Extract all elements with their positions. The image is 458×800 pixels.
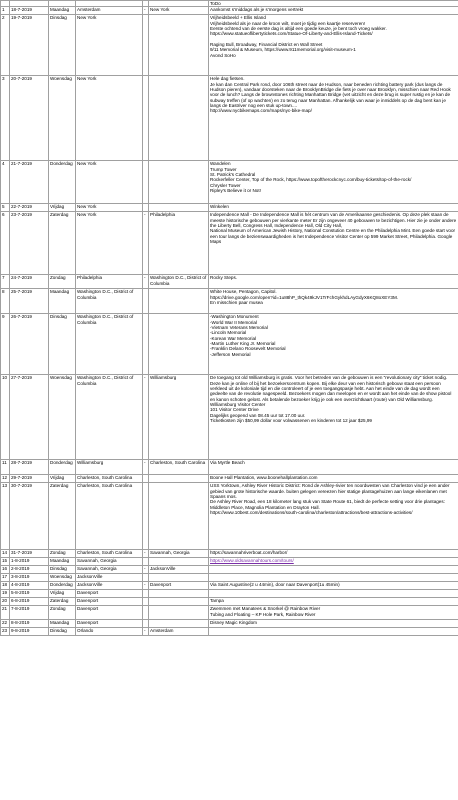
row-number: 1 [1, 7, 10, 15]
row-location: New York [76, 76, 143, 161]
row-todo: Wandelen Trump Tower St. Patrick's Cathedral Rockerfeller Center, Top of the Rock, https://www.topoftherockcnyc.com/buy-tickets/top-of-the-rock/ Chrysler Tower Ripley's Believe it or Not! [209, 161, 458, 204]
row-todo: Rocky Steps. [209, 275, 458, 289]
row-location: New York [76, 15, 143, 76]
row-todo: Winkelen [209, 204, 458, 212]
table-row [1, 558, 458, 566]
row-todo: https://www.oldsavannahtours.com/tours/ [209, 558, 458, 566]
row-number: 15 [1, 558, 10, 566]
table-row [1, 582, 458, 590]
row-date: 3-8-2019 [10, 574, 49, 582]
row-destination [149, 161, 209, 204]
row-location: New York [76, 204, 143, 212]
row-weekday: Dinsdag [49, 15, 76, 76]
row-location: Davenport [76, 590, 143, 598]
row-location: Washington D.C., District of Columbia [76, 289, 143, 314]
row-todo [209, 574, 458, 582]
row-number: 6 [1, 212, 10, 275]
row-number: 13 [1, 483, 10, 550]
row-date: 30-7-2019 [10, 483, 49, 550]
row-date: 26-7-2019 [10, 314, 49, 375]
row-weekday: Woensdag [49, 76, 76, 161]
row-todo [209, 590, 458, 598]
table-row [1, 574, 458, 582]
row-number: 10 [1, 375, 10, 460]
row-location: New York [76, 161, 143, 204]
row-weekday: Vrijdag [49, 204, 76, 212]
table-row [1, 566, 458, 574]
row-todo: Disney Magic Kingdom [209, 620, 458, 628]
todo-header: ToDo [209, 1, 458, 7]
row-location: Savannah, Georgia [76, 566, 143, 574]
row-todo: USS Yorktown, Ashley River Historic District: Rond de Ashley-rivier ten noordwesten van Charleston vind je een ander gebied van grote historische waarde. buiten gelegen vereezen hier statige plantagehuizen aan lange eikenlanen met Spaans mos. De Ashley River Road, een 18 kilometer lang stuk van State Route 61, biedt de perfecte setting voor drie plantages: Middleton Place, Magnolia Plantation en Drayton Hall. https://www.10best.com/destinations/south-carolina/charleston/attractions/best-attractions-activities/ [209, 483, 458, 550]
row-separator: - [143, 628, 149, 636]
table-row [1, 590, 458, 598]
row-todo: Boone Hall Plantation, www.boonehallplantation.com [209, 475, 458, 483]
table-row [1, 314, 458, 375]
row-todo: White House, Pentagon, Capitol. https://drive.google.com/open?id=1u88hP_thQk49kJV1TrFchGykhdLAyGdyX6KQ8oXEY3M. En misschien paar musea [209, 289, 458, 314]
row-todo: De toegang tot old Williamsburg is gratis. Voor het betreden van de gebouwen is een "revolutionary city" ticket nodig. Deze kan je online of bij het bezoekerscentrum kopen. Bij elke deur van een historisch gebouw staat een persoon verkleed uit de koloniale tijd en die controleert of je een toegangspasje hebt. Aan het einde van de dag wordt een gedeelte van de revolutie nagespeeld. Bezoekers mogen dan meelopen en er wordt aan het einde van de show pistool en kanon schoten gelost. Als betalende bezoeker krijg je ook een overzichtkaart (route) van Old Williamsburg. Williamsburg Visitor Center 101 Visitor Center Drive Dagelijks geopend van 08.45 uur tot 17.00 uur. Ticketkosten zijn $50,99 dollar voor volwassenen en kinderen tot 12 jaar $25,99 [209, 375, 458, 460]
row-date: 1-8-2019 [10, 558, 49, 566]
row-weekday: Vrijdag [49, 475, 76, 483]
row-date: 21-7-2019 [10, 161, 49, 204]
row-destination: Amsterdam [149, 628, 209, 636]
row-weekday: Zondag [49, 275, 76, 289]
row-todo: -Washington Monument -World War II Memorial -Vietnam Veterans Memorial -Lincoln Memorial -Korean War Memorial -Martin Luther King Jr. Memorial -Franklin Delano Roosevelt Memorial -Jefferson Memorial [209, 314, 458, 375]
row-destination [149, 289, 209, 314]
table-row [1, 375, 458, 460]
row-todo [209, 566, 458, 574]
row-destination [149, 204, 209, 212]
row-weekday: Donderdag [49, 161, 76, 204]
row-date: 27-7-2019 [10, 375, 49, 460]
row-location: Savannah, Georgia [76, 558, 143, 566]
table-row [1, 76, 458, 161]
row-location: Davenport [76, 598, 143, 606]
table-row [1, 15, 458, 76]
row-destination [149, 483, 209, 550]
row-todo: Zwemmen met Manatees & Snorkel @ Rainbow River Tubing and Floating – KP Hole Park, Rainbow River [209, 606, 458, 620]
row-weekday: Zaterdag [49, 483, 76, 550]
row-destination [149, 15, 209, 76]
row-separator: - [143, 460, 149, 475]
row-date: 23-7-2019 [10, 212, 49, 275]
table-row [1, 598, 458, 606]
row-todo: https://savannahriverboat.com/harbor/ [209, 550, 458, 558]
row-location: Charleston, South Carolina [76, 550, 143, 558]
row-date: 29-7-2019 [10, 475, 49, 483]
row-separator: - [143, 375, 149, 460]
table-row [1, 289, 458, 314]
row-location: JacksonVille [76, 574, 143, 582]
row-destination [149, 558, 209, 566]
row-date: 6-8-2019 [10, 598, 49, 606]
row-weekday: Maandag [49, 558, 76, 566]
row-location: Philadelphia [76, 275, 143, 289]
table-row [1, 212, 458, 275]
row-destination: Philadelphia [149, 212, 209, 275]
row-weekday: Maandag [49, 7, 76, 15]
row-weekday: Zaterdag [49, 212, 76, 275]
table-row [1, 483, 458, 550]
row-location: Williamsburg [76, 460, 143, 475]
row-location: Washington D.C., District of Columbia [76, 375, 143, 460]
row-separator: - [143, 550, 149, 558]
row-date: 22-7-2019 [10, 204, 49, 212]
row-number: 7 [1, 275, 10, 289]
row-weekday: Maandag [49, 289, 76, 314]
row-number: 21 [1, 606, 10, 620]
row-todo: Independence Mall - De Independence Mall is hét centrum van de Amerikaanse geschiedenis. Op deze plek staan de meeste historische gebouwen per vierkante meter Er zijn ongeveer 40 gebouwen te bezichtigen. Hier zie je onder andere the Liberty Bell, Congress Hall, Independence Hall, Old City Hall, National Museum of American Jewish History, National Constution Centre en the Philadelphia Mint. Een goede start voor een tour langs de bezienswaardigheden is het Independence Visitor Center op 599 Market Street, Philadelphia. Google Maps [209, 212, 458, 275]
row-number: 20 [1, 598, 10, 606]
row-number: 4 [1, 161, 10, 204]
row-number: 9 [1, 314, 10, 375]
table-row [1, 275, 458, 289]
row-todo: Vrijheidsbeeld + Ellis Island Vrijheidsbeeld als je naar de kroon wilt, moet je tijdig een kaartje reserveren! Eerste ochtend van de eerste dag is altijd een goede keuze, je bent toch vroeg wakker. https://www.statueoflibertytickets.com/Statue-Of-Liberty-and-Ellis-Island-Tickets/ Raging Bull, Broadway, Financial District en Wall Street 9/11 Memorial & Museum, https://www.911memorial.org/visit-museum-1 Avond SoHo [209, 15, 458, 76]
row-date: 2-8-2019 [10, 566, 49, 574]
row-destination [149, 620, 209, 628]
table-row [1, 550, 458, 558]
row-weekday: Zondag [49, 550, 76, 558]
row-number: 19 [1, 590, 10, 598]
row-weekday: Woensdag [49, 375, 76, 460]
row-number: 14 [1, 550, 10, 558]
row-number: 5 [1, 204, 10, 212]
row-destination: Washington D.C., District of Columbia [149, 275, 209, 289]
row-weekday: Donderdag [49, 582, 76, 590]
row-destination [149, 314, 209, 375]
row-todo: Tampa [209, 598, 458, 606]
row-date: 4-8-2019 [10, 582, 49, 590]
row-separator: - [143, 582, 149, 590]
row-location: Washington D.C., District of Columbia [76, 314, 143, 375]
row-weekday: Maandag [49, 620, 76, 628]
row-separator: - [143, 275, 149, 289]
row-todo [209, 628, 458, 636]
row-todo: Via Saint Augustine(2 u 44min), door naar Davenport(1u 45min) [209, 582, 458, 590]
row-weekday: Zaterdag [49, 598, 76, 606]
row-date: 25-7-2019 [10, 289, 49, 314]
row-todo: Via Myrtle Beach [209, 460, 458, 475]
row-date: 24-7-2019 [10, 275, 49, 289]
row-date: 28-7-2019 [10, 460, 49, 475]
table-row [1, 204, 458, 212]
table-row [1, 460, 458, 475]
row-number: 23 [1, 628, 10, 636]
table-row [1, 606, 458, 620]
table-row [1, 7, 458, 15]
row-location: Charleston, South Carolina [76, 483, 143, 550]
row-number: 18 [1, 582, 10, 590]
row-destination: Charleston, South Carolina [149, 460, 209, 475]
row-date: 8-8-2019 [10, 620, 49, 628]
row-destination: JacksonVille [149, 566, 209, 574]
row-number: 2 [1, 15, 10, 76]
row-weekday: Woensdag [49, 574, 76, 582]
row-date: 20-7-2019 [10, 76, 49, 161]
row-location: Davenport [76, 620, 143, 628]
row-weekday: Vrijdag [49, 590, 76, 598]
row-number: 8 [1, 289, 10, 314]
row-destination [149, 574, 209, 582]
row-destination: Williamsburg [149, 375, 209, 460]
row-number: 11 [1, 460, 10, 475]
row-number: 16 [1, 566, 10, 574]
table-row [1, 161, 458, 204]
row-separator: - [143, 7, 149, 15]
row-destination [149, 475, 209, 483]
row-date: 5-8-2019 [10, 590, 49, 598]
row-separator: - [143, 566, 149, 574]
row-date: 7-8-2019 [10, 606, 49, 620]
row-location: JacksonVille [76, 582, 143, 590]
row-destination [149, 598, 209, 606]
row-separator: - [143, 212, 149, 275]
row-location: Orlando [76, 628, 143, 636]
row-todo: Hele dag fietsen. Je kan dan Central Park rond, door 106th street naar de Hudson, naar beneden richting battery park (dus langs de Hudson pieren), vandaar doorsteken naar de BrooklynBridge die fiets je over naar Brooklyn, misschien naar Red Hook voor de lunch? Langs de brownstones richting Manhattan Bridge (vet uitzicht en deze brug is super rustig en je kan de subway treffen (of op wachten) en zo terug naar Manhattan. Afhankelijk van waar je inmiddels op de dag bent kan je langs de Eastriver nog een stuk up-town.... http://www.nycbikemaps.com/maps/nyc-bike-map/ [209, 76, 458, 161]
row-todo: Aankomst s'middags als je s'morgens vertrekt [209, 7, 458, 15]
row-date: 9-8-2019 [10, 628, 49, 636]
row-number: 22 [1, 620, 10, 628]
row-destination [149, 606, 209, 620]
table-row [1, 628, 458, 636]
row-number: 17 [1, 574, 10, 582]
row-date: 19-7-2019 [10, 15, 49, 76]
row-date: 31-7-2019 [10, 550, 49, 558]
row-weekday: Donderdag [49, 460, 76, 475]
table-row [1, 620, 458, 628]
row-weekday: Zondag [49, 606, 76, 620]
row-destination [149, 76, 209, 161]
row-location: Charleston, South Carolina [76, 475, 143, 483]
row-destination: New York [149, 7, 209, 15]
row-location: Amsterdam [76, 7, 143, 15]
row-weekday: Dinsdag [49, 314, 76, 375]
row-weekday: Dinsdag [49, 566, 76, 574]
row-number: 12 [1, 475, 10, 483]
row-date: 18-7-2019 [10, 7, 49, 15]
row-location: New York [76, 212, 143, 275]
table-row [1, 475, 458, 483]
row-location: Davenport [76, 606, 143, 620]
row-number: 3 [1, 76, 10, 161]
row-destination: Davenport [149, 582, 209, 590]
row-weekday: Dinsdag [49, 628, 76, 636]
row-destination: Savannah, Georgia [149, 550, 209, 558]
row-destination [149, 590, 209, 598]
